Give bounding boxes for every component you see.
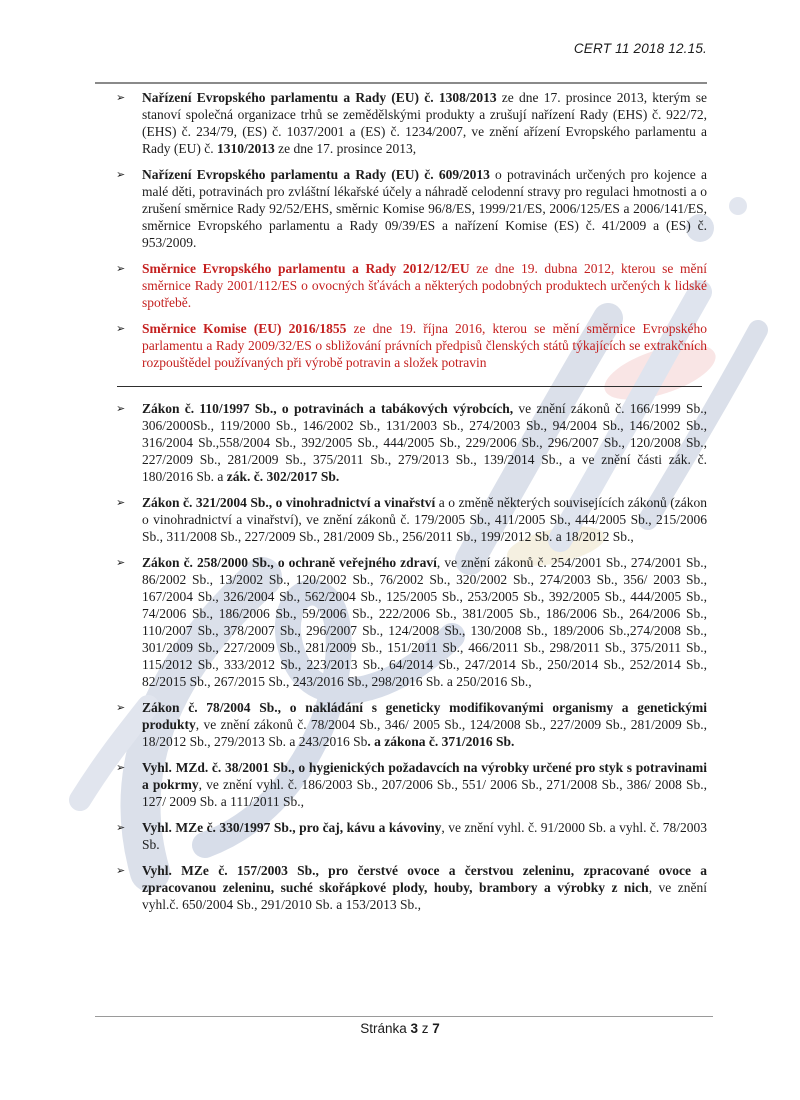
bullet-arrow-icon: ➢ <box>116 761 126 774</box>
bullet-arrow-icon: ➢ <box>116 701 126 714</box>
item-text: Zákon č. 321/2004 Sb., o vinohradnictví a vinařství a o změně některých souvisejících zákonů (zákon o vinohradnictví a vinařství), ve znění zákonů č. 179/2005 Sb., 411/2005 Sb., 444/2005 Sb., 215/2006 Sb., 311/2008 Sb., 227/2009 Sb., 281/2009 Sb., 256/2011 Sb., 199/2012 Sb. a 18/2012 Sb., <box>142 495 707 544</box>
list-item <box>95 554 707 690</box>
item-text: Směrnice Evropského parlamentu a Rady 2012/12/EU ze dne 19. dubna 2012, kterou se mění směrnice Rady 2001/112/ES o ovocných šťávách a některých podobných produktech určených k lidské spotřebě. <box>142 261 707 310</box>
list-item <box>95 699 707 750</box>
item-text: Zákon č. 110/1997 Sb., o potravinách a tabákových výrobcích, ve znění zákonů č. 166/1999 Sb., 306/2000Sb., 119/2000 Sb., 146/2002 Sb., 131/2003 Sb., 274/2003 Sb., 94/2004 Sb., 146/2002 Sb., 316/2004 Sb.,558/2004 Sb., 392/2005 Sb., 444/2005 Sb., 229/2006 Sb., 296/2007 Sb., 120/2008 Sb., 227/2009 Sb., 281/2009 Sb., 375/2011 Sb., 279/2013 Sb., 139/2014 Sb., a ve znění části zák. č. 180/2016 Sb. a zák. č. 302/2017 Sb. <box>142 401 707 484</box>
bullet-arrow-icon: ➢ <box>116 91 126 104</box>
header-rule <box>95 82 707 84</box>
header-doc-code: CERT 11 2018 12.15. <box>573 41 707 56</box>
item-text: Vyhl. MZe č. 330/1997 Sb., pro čaj, kávu a kávoviny, ve znění vyhl. č. 91/2000 Sb. a vyhl. č. 78/2003 Sb. <box>142 820 708 852</box>
footer-of-word: z <box>421 1021 429 1036</box>
bullet-arrow-icon: ➢ <box>116 821 126 834</box>
footer-page-indicator <box>0 1021 800 1036</box>
list-item <box>95 320 707 371</box>
list-item <box>95 862 707 913</box>
bullet-arrow-icon: ➢ <box>116 322 126 335</box>
item-text: Nařízení Evropského parlamentu a Rady (EU) č. 609/2013 o potravinách určených pro kojence a malé děti, potravinách pro zvláštní lékařské účely a náhradě celodenní stravy pro regulaci hmotnosti a o zrušení směrnice Rady 92/52/EHS, směrnic Komise 96/8/ES, 1999/21/ES, 2006/125/ES a 2006/141/ES, směrnice Evropského parlamentu a Rady 09/39/ES a nařízení Komise (ES) č. 41/2009 a (ES) č. 953/2009. <box>142 167 707 250</box>
section-divider <box>117 386 702 387</box>
bullet-arrow-icon: ➢ <box>116 496 126 509</box>
list-item <box>95 819 707 853</box>
bullet-arrow-icon: ➢ <box>116 556 126 569</box>
footer-page-number: 3 <box>410 1021 418 1036</box>
list-item <box>95 400 707 485</box>
footer-page-total: 7 <box>432 1021 440 1036</box>
list-item <box>95 260 707 311</box>
bullet-arrow-icon: ➢ <box>116 864 126 877</box>
bullet-arrow-icon: ➢ <box>116 262 126 275</box>
footer-page-word: Stránka <box>360 1021 407 1036</box>
regulation-list <box>95 89 707 922</box>
list-item <box>95 494 707 545</box>
list-item <box>95 166 707 251</box>
item-text: Směrnice Komise (EU) 2016/1855 ze dne 19. října 2016, kterou se mění směrnice Evropského parlamentu a Rady 2009/32/ES o sbližování právních předpisů členských států týkajících se extrakčních rozpouštědel používaných při výrobě potravin a složek potravin <box>142 321 707 370</box>
list-item <box>95 89 707 157</box>
bullet-arrow-icon: ➢ <box>116 402 126 415</box>
item-text: Nařízení Evropského parlamentu a Rady (EU) č. 1308/2013 ze dne 17. prosince 2013, kterým se stanoví společná organizace trhů se zemědělskými produkty a zrušují nařízení Rady (EHS) č. 922/72, (EHS) č. 234/79, (ES) č. 1037/2001 a (ES) č. 1234/2007, ve znění ařízení Evropského parlamentu a Rady (EU) č. 1310/2013 ze dne 17. prosince 2013, <box>142 90 707 156</box>
footer-rule <box>95 1016 713 1017</box>
bullet-arrow-icon: ➢ <box>116 168 126 181</box>
list-item <box>95 759 707 810</box>
item-text: Zákon č. 78/2004 Sb., o nakládání s geneticky modifikovanými organismy a genetickými produkty, ve znění zákonů č. 78/2004 Sb., 346/ 2005 Sb., 124/2008 Sb., 227/2009 Sb., 281/2009 Sb., 18/2012 Sb., 279/2013 Sb. a 243/2016 Sb. a zákona č. 371/2016 Sb. <box>142 700 707 749</box>
item-text: Zákon č. 258/2000 Sb., o ochraně veřejného zdraví, ve znění zákonů č. 254/2001 Sb., 274/2001 Sb., 86/2002 Sb., 13/2002 Sb., 120/2002 Sb., 76/2002 Sb., 320/2002 Sb., 274/2003 Sb., 356/ 2003 Sb., 167/2004 Sb., 326/2004 Sb., 562/2004 Sb., 125/2005 Sb., 253/2005 Sb., 392/2005 Sb., 444/2005 Sb., 74/2006 Sb., 186/2006 Sb., 59/2006 Sb., 222/2006 Sb., 381/2005 Sb., 186/2006 Sb., 264/2006 Sb., 110/2007 Sb., 378/2007 Sb., 296/2007 Sb., 124/2008 Sb., 130/2008 Sb., 189/2006 Sb.,274/2008 Sb., 301/2009 Sb., 227/2009 Sb., 281/2009 Sb., 151/2011 Sb., 466/2011 Sb., 298/2011 Sb., 375/2011 Sb., 115/2012 Sb., 333/2012 Sb., 223/2013 Sb., 64/2014 Sb., 247/2014 Sb., 250/2014 Sb., 252/2014 Sb., 82/2015 Sb., 267/2015 Sb., 243/2016 Sb., 298/2016 Sb. a 250/2016 Sb., <box>142 555 707 689</box>
item-text: Vyhl. MZe č. 157/2003 Sb., pro čerstvé ovoce a čerstvou zeleninu, zpracované ovoce a zpracovanou zeleninu, suché skořápkové plody, houby, brambory a výrobky z nich, ve znění vyhl.č. 650/2004 Sb., 291/2010 Sb. a 153/2013 Sb., <box>142 863 707 912</box>
item-text: Vyhl. MZd. č. 38/2001 Sb., o hygienických požadavcích na výrobky určené pro styk s potravinami a pokrmy, ve znění vyhl. č. 186/2003 Sb., 207/2006 Sb., 551/ 2006 Sb., 271/2008 Sb., 386/ 2008 Sb., 127/ 2009 Sb. a 111/2011 Sb., <box>142 760 708 809</box>
